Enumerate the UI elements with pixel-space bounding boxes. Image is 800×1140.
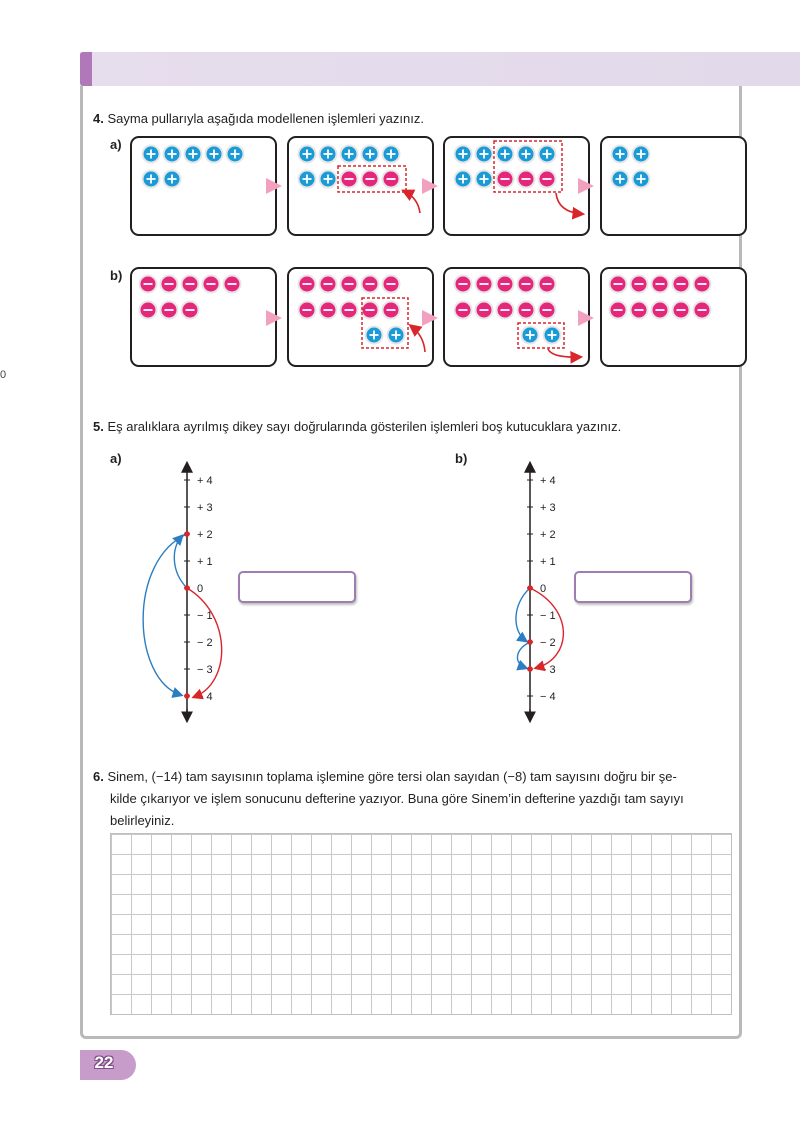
q5b-tick-label-4: 0 [540,583,547,595]
q5a-tick-label-0: + 4 [197,475,213,487]
q5a-blue-arc-short [174,536,187,588]
question-5-number: 5. [93,419,104,434]
q5-b-answer-box[interactable] [574,571,692,603]
q5b-blue-arc-2 [517,642,530,668]
q5b-dot-m3 [527,666,533,672]
q5b-tick-label-6: − 2 [540,637,556,649]
q5a-tick-label-5: − 1 [197,610,213,622]
q5-part-a-label: a) [110,451,122,466]
question-6-line-3: belirleyiniz. [110,813,175,828]
q5a-dot-0 [184,585,190,591]
q5a-blue-arc-long [143,534,187,695]
q5a-tick-label-4: 0 [197,583,204,595]
question-4-number: 4. [93,111,104,126]
q5b-tick-label-0: + 4 [540,475,556,487]
q5b-tick-label-2: + 2 [540,529,556,541]
page-number: 22 [94,1053,114,1072]
answer-grid[interactable] [110,833,732,1015]
q5-part-b-label: b) [455,451,468,466]
question-6-line-1: Sinem, (−14) tam sayısının toplama işlemine göre tersi olan sayıdan (−8) tam sayısını doğru bir şe- [107,769,677,784]
question-6-number: 6. [93,769,104,784]
q5a-tick-label-7: − 3 [197,664,213,676]
q5a-tick-label-2: + 2 [197,529,213,541]
q5a-tick-label-6: − 2 [197,637,213,649]
q5a-tick-label-1: + 3 [197,502,213,514]
q5b-tick-label-5: − 1 [540,610,556,622]
q5a-tick-label-3: + 1 [197,556,213,568]
q5b-dot-m2 [527,639,533,645]
q5b-tick-label-7: − 3 [540,664,556,676]
question-5-text: Eş aralıklara ayrılmış dikey sayı doğrularında gösterilen işlemleri boş kutucuklara yazınız. [107,419,622,434]
question-4-text: Sayma pullarıyla aşağıda modellenen işlemleri yazınız. [107,111,424,126]
q4-part-b-label: b) [110,268,123,283]
q5a-tick-label-8: − 4 [197,691,213,703]
q5b-tick-label-8: − 4 [540,691,556,703]
q5b-dot-0 [527,585,533,591]
q5b-tick-label-1: + 3 [540,502,556,514]
q5a-dot-2 [184,531,190,537]
q5b-red-arc [530,588,563,668]
q5a-dot-m4 [184,693,190,699]
question-6 [93,766,684,832]
q5b-tick-label-3: + 1 [540,556,556,568]
margin-mark: 0 [0,369,7,381]
q5-a-answer-box[interactable] [238,571,356,603]
q4-part-a-label: a) [110,137,122,152]
question-6-line-2: kilde çıkarıyor ve işlem sonucunu defterine yazıyor. Buna göre Sinem’in defterine yazdığı tam sayıyı [110,791,684,806]
